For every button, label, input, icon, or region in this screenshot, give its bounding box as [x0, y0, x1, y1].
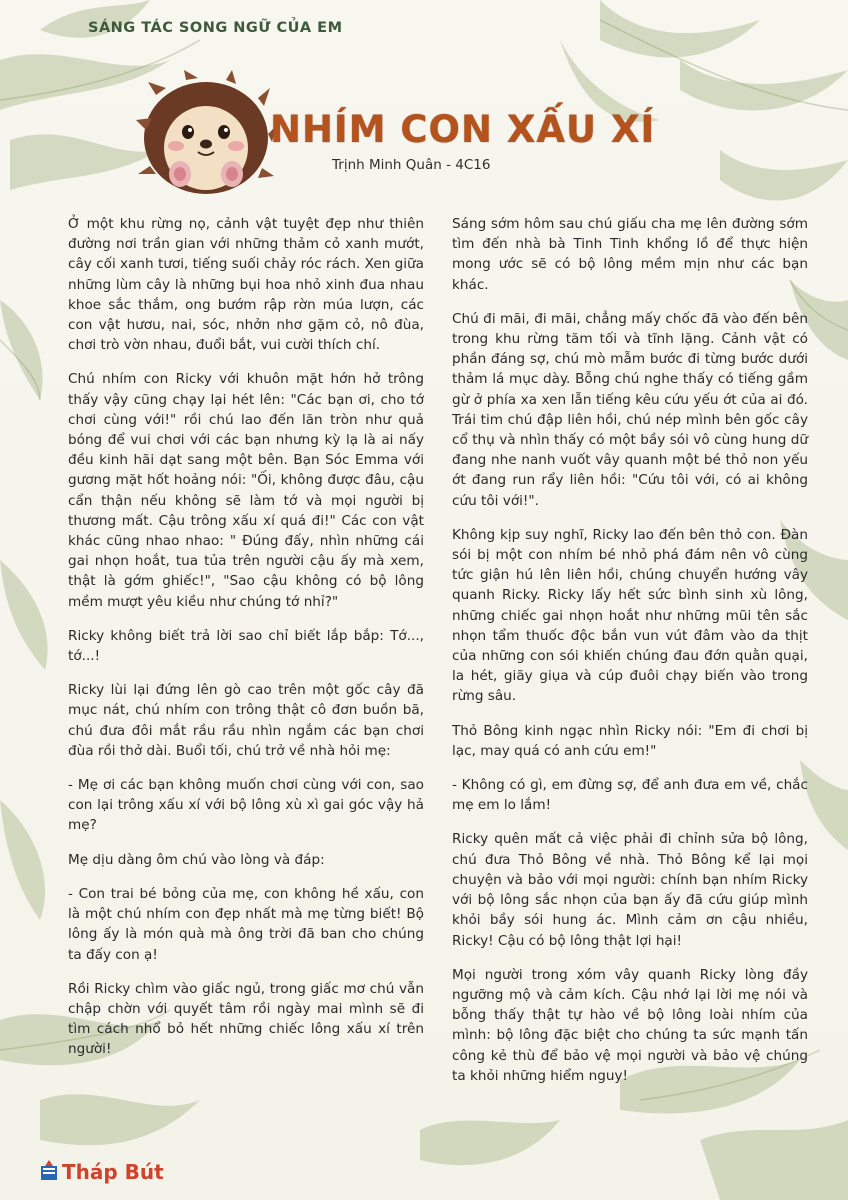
- section-label: SÁNG TÁC SONG NGỮ CỦA EM: [88, 20, 343, 36]
- story-title: NHÍM CON XẤU XÍ: [270, 108, 656, 151]
- story-paragraph: Mẹ dịu dàng ôm chú vào lòng và đáp:: [68, 851, 325, 868]
- story-paragraph: Chú nhím con Ricky với khuôn mặt hớn hở trông thấy vậy cũng chạy lại hét lên: "Các bạn ơi, cho tớ chơi cùng với!" rồi chú lao đến lăn tròn như quả bóng để vui chơi với các bạn nhưng kỳ lạ là ai nấy đều kinh hãi dạt sang một bên. Bạn Sóc Emma với gương mặt hốt hoảng nói: "Ối, không được đâu, cậu cẩn thận nếu không sẽ làm tớ và mọi người bị thương mất. Cậu trông xấu xí quá đi!" Các con vật khác cũng nhao nhao: " Đúng đấy, nhìn những cái gai nhọn hoắt, tua tủa trên người cậu ấy mà xem, thật là gớm ghiếc!", "Sao cậu không có bộ lông mềm mượt yêu kiều như chúng tớ nhỉ?": [68, 371, 424, 610]
- story-paragraph: - Không có gì, em đừng sợ, để anh đưa em về, chắc mẹ em lo lắm!: [452, 777, 808, 814]
- story-paragraph: Ricky không biết trả lời sao chỉ biết lắp bắp: Tớ..., tớ...!: [68, 627, 424, 665]
- story-paragraph: - Con trai bé bỏng của mẹ, con không hề xấu, con là một chú nhím con đẹp nhất mà mẹ từng biết! Bộ lông ấy là món quà mà ông trời đã ban cho chúng ta đấy con ạ!: [68, 885, 424, 963]
- book-icon: [40, 1160, 58, 1184]
- story-column-right: [452, 214, 808, 1100]
- story-paragraph: Ở một khu rừng nọ, cảnh vật tuyệt đẹp như thiên đường nơi trần gian với những thảm cỏ xanh mướt, cây cối xanh tươi, tiếng suối chảy róc rách. Xen giữa những lùm cây là những bụi hoa nhỏ xinh đua nhau khoe sắc thắm, ong bướm rập rờn múa lượn, các con vật hươu, nai, sóc, nhởn nhơ gặm cỏ, nô đùa, chơi trò vờn nhau, đuổi bắt, vui cười thích chí.: [68, 216, 425, 354]
- story-paragraph: Không kịp suy nghĩ, Ricky lao đến bên thỏ con. Đàn sói bị một con nhím bé nhỏ phá đám nên vô cùng tức giận hú lên liên hồi, chúng chuyển hướng vây quanh Ricky. Ricky lấy hết sức bình sinh xù lông, những chiếc gai nhọn hoắt như những mũi tên sắc nhọn tẩm thuốc độc bắn vun vút đâm vào da thịt của những con sói khiến chúng đau đớn quằn quại, la hét, giãy giụa và cúp đuôi chạy biến vào trong rừng sâu.: [452, 526, 808, 705]
- brand-name: Tháp Bút: [62, 1160, 164, 1184]
- brand-logo: [40, 1160, 164, 1184]
- story-paragraph: - Mẹ ơi các bạn không muốn chơi cùng với con, sao con lại trông xấu xí với bộ lông xù xì gai góc vậy hả mẹ?: [68, 777, 424, 834]
- story-paragraph: Rồi Ricky chìm vào giấc ngủ, trong giấc mơ chú vẫn chập chờn với quyết tâm rồi ngày mai mình sẽ đi tìm cách nhổ bỏ hết những chiếc lông xấu xí trên người!: [68, 980, 424, 1058]
- story-paragraph: Mọi người trong xóm vây quanh Ricky lòng đầy ngưỡng mộ và cảm kích. Cậu nhớ lại lời mẹ nói và bỗng thấy thật tự hào về bộ lông loài nhím của mình: bộ lông đặc biệt cho chúng ta sức mạnh tấn công kẻ thù để bảo vệ mọi người và bảo vệ chúng ta khỏi những hiểm nguy!: [452, 966, 808, 1084]
- hedgehog-illustration: [136, 70, 276, 200]
- story-column-left: [68, 214, 424, 1074]
- story-paragraph: Thỏ Bông kinh ngạc nhìn Ricky nói: "Em đi chơi bị lạc, may quá có anh cứu em!": [452, 722, 808, 759]
- story-paragraph: Ricky quên mất cả việc phải đi chỉnh sửa bộ lông, chú đưa Thỏ Bông về nhà. Thỏ Bông kể lại mọi chuyện và bảo với mọi người: chính bạn nhím Ricky với bộ lông sắc nhọn của bạn ấy đã cứu giúp mình khỏi bầy sói hung ác. Mình cảm ơn cậu nhiều, Ricky! Cậu có bộ lông thật lợi hại!: [452, 831, 808, 949]
- story-paragraph: Chú đi mãi, đi mãi, chẳng mấy chốc đã vào đến bên trong khu rừng tăm tối và tĩnh lặng. Cảnh vật có phần đáng sợ, chú mò mẫm bước đi từng bước dưới thảm lá mục dày. Bỗng chú nghe thấy có tiếng gầm gừ ở phía xa xen lẫn tiếng kêu cứu yếu ớt của ai đó. Trái tim chú đập liên hồi, chú nép mình bên gốc cây cổ thụ và nhìn thấy có một bầy sói vô cùng hung dữ đang nhe nanh vuốt vây quanh một bé thỏ non yếu ớt đang run rẩy liên hồi: "Cứu tôi với, có ai không cứu tôi với!".: [452, 310, 808, 509]
- story-author: Trịnh Minh Quân - 4C16: [332, 157, 491, 173]
- story-paragraph: Ricky lùi lại đứng lên gò cao trên một gốc cây đã mục nát, chú nhím con trông thật cô đơn buồn bã, chú đưa đôi mắt rầu rầu nhìn ngắm các bạn chơi đùa rồi thở dài. Buổi tối, chú trở về nhà hỏi mẹ:: [68, 682, 424, 759]
- story-paragraph: Sáng sớm hôm sau chú giấu cha mẹ lên đường sớm tìm đến nhà bà Tinh Tinh khổng lồ để thực hiện mong ước sẽ có bộ lông mềm mịn như các bạn khác.: [452, 216, 808, 293]
